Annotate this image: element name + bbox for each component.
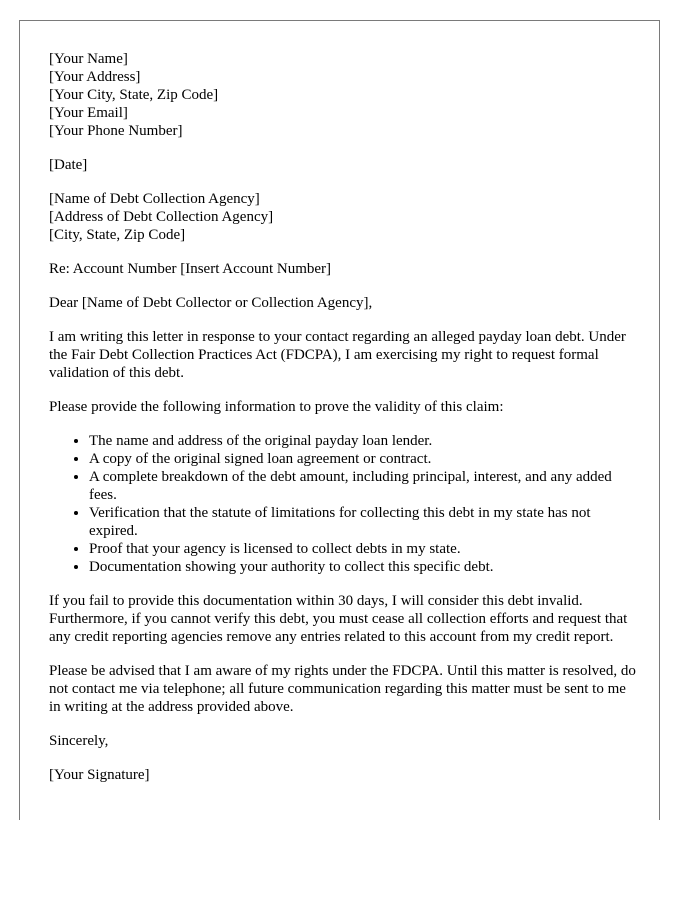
list-item: • A complete breakdown of the debt amount, including principal, interest, and any added fees. [89,468,639,504]
recipient-address: [Address of Debt Collection Agency] [49,209,274,225]
list-item: • The name and address of the original payday loan lender. [89,432,639,450]
list-item: • A copy of the original signed loan agreement or contract. [89,450,639,468]
list-item: • Documentation showing your authority to collect this specific debt. [89,558,639,576]
closing: Sincerely, [49,733,109,749]
sender-address: [Your Address] [49,69,141,85]
sender-phone: [Your Phone Number] [49,123,183,139]
deadline-paragraph: If you fail to provide this documentation within 30 days, I will consider this debt invalid. Furthermore, if you cannot verify this debt, you must cease all collection efforts and request that any credit reporting agencies remove any entries related to this account from my credit report. [49,593,628,645]
sender-city-state-zip: [Your City, State, Zip Code] [49,87,219,103]
list-item: • Proof that your agency is licensed to collect debts in my state. [89,540,639,558]
letter-date: [Date] [49,157,88,173]
salutation: Dear [Name of Debt Collector or Collection Agency], [49,295,373,311]
sender-block [49,50,639,140]
recipient-name: [Name of Debt Collection Agency] [49,191,260,207]
list-item: • Verification that the statute of limitations for collecting this debt in my state has not expired. [89,504,639,540]
sender-email: [Your Email] [49,105,128,121]
rights-paragraph: Please be advised that I am aware of my rights under the FDCPA. Until this matter is resolved, do not contact me via telephone; all future communication regarding this matter must be sent to me in writing at the address provided above. [49,663,636,715]
recipient-city-state-zip: [City, State, Zip Code] [49,227,186,243]
letter-page [19,20,660,820]
recipient-block [49,190,639,244]
subject-line: Re: Account Number [Insert Account Number] [49,261,332,277]
signature: [Your Signature] [49,767,150,783]
letter-content [49,50,639,800]
sender-name: [Your Name] [49,51,128,67]
intro-paragraph: I am writing this letter in response to your contact regarding an alleged payday loan debt. Under the Fair Debt Collection Practices Act (FDCPA), I am exercising my right to request formal validation of this debt. [49,329,626,381]
request-paragraph: Please provide the following information to prove the validity of this claim: [49,399,504,415]
requirements-list [49,432,639,576]
